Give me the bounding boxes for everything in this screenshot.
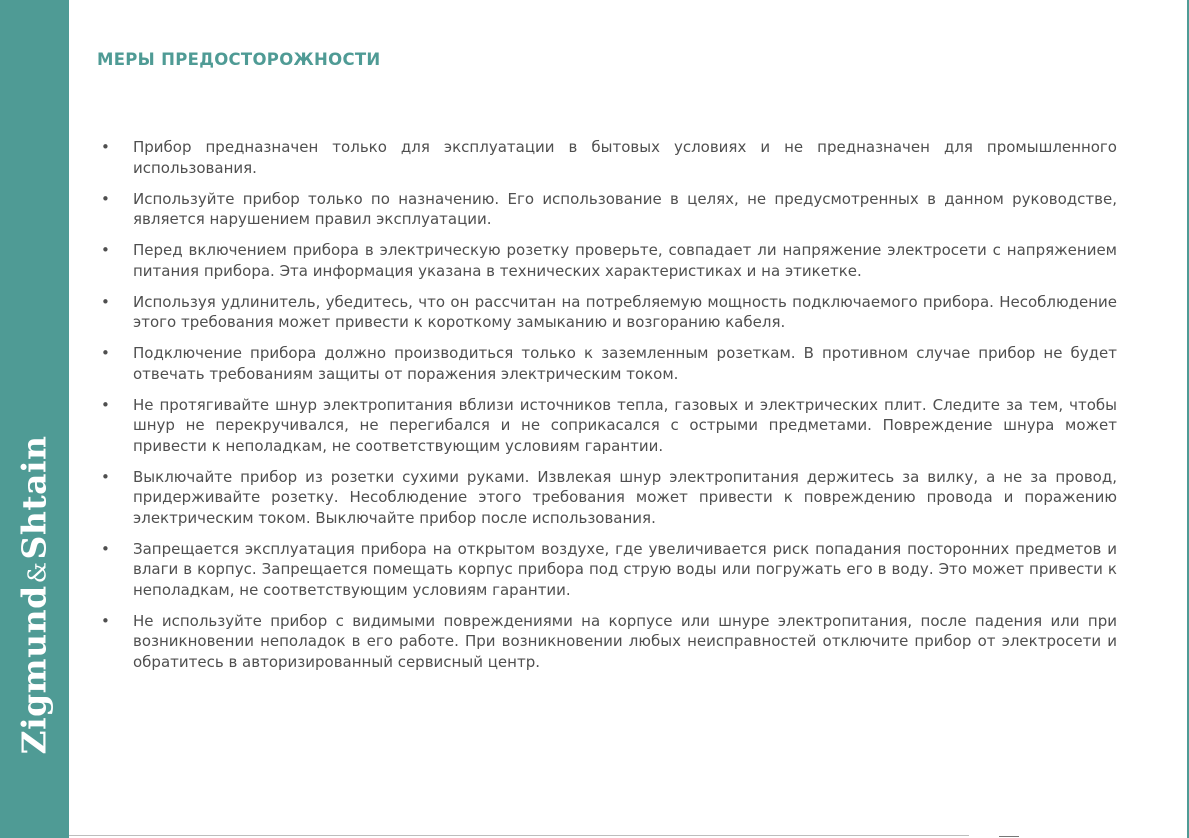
bullet-icon: • (101, 344, 110, 362)
brand-name-right: Shtain (14, 435, 54, 560)
page-title: МЕРЫ ПРЕДОСТОРОЖНОСТИ (97, 50, 381, 69)
bullet-icon: • (101, 467, 110, 486)
list-item (96, 292, 1117, 333)
bullet-icon: • (101, 189, 110, 208)
list-item-text: Используя удлинитель, убедитесь, что он рассчитан на потребляемую мощность подключаемого прибора. Несоблюдение этого требования может привести к короткому замыканию и возгоранию кабеля. (133, 292, 1117, 331)
bullet-icon: • (101, 395, 110, 414)
bullet-icon: • (101, 241, 110, 259)
bullet-icon: • (101, 539, 110, 558)
list-item-text: Не протягивайте шнур электропитания вблизи источников тепла, газовых и электрических плит. Следите за тем, чтобы шнур не перекручивался, не перегибался и не соприкасался с острыми предметами. Повреждение шнура может привести к неполадкам, не соответствующим условиям гарантии. (133, 395, 1117, 455)
list-item-text: Выключайте прибор из розетки сухими руками. Извлекая шнур электропитания держитесь за вилку, а не за провод, придерживайте розетку. Несоблюдение этого требования может привести к повреждению провода и поражению электрическим током. Выключайте прибор после использования. (133, 467, 1117, 527)
list-item (96, 539, 1117, 601)
list-item (96, 611, 1117, 673)
precautions-list (96, 137, 1117, 683)
brand-ampersand: & (23, 561, 52, 584)
brand-sidebar (0, 0, 69, 838)
bullet-icon: • (101, 292, 110, 311)
list-item-text: Используйте прибор только по назначению. Его использование в целях, не предусмотренных в данном руководстве, является нарушением правил эксплуатации. (133, 189, 1117, 228)
list-item (96, 137, 1117, 178)
bullet-icon: • (101, 138, 110, 156)
list-item-text: Подключение прибора должно производиться только к заземленным розеткам. В противном случае прибор не будет отвечать требованиям защиты от поражения электрическим током. (133, 344, 1117, 383)
list-item-text: Прибор предназначен только для эксплуатации в бытовых условиях и не предназначен для промышленного использования. (133, 138, 1117, 177)
list-item (96, 240, 1117, 281)
footer-divider (69, 835, 969, 836)
list-item (96, 343, 1117, 384)
list-item (96, 467, 1117, 529)
bullet-icon: • (101, 611, 110, 630)
brand-name-left: Zigmund (14, 585, 54, 755)
list-item (96, 189, 1117, 230)
list-item-text: Перед включением прибора в электрическую розетку проверьте, совпадает ли напряжение электросети с напряжением питания прибора. Эта информация указана в технических характеристиках и на этикетке. (133, 241, 1117, 280)
brand-logo (14, 435, 54, 755)
footer-mark (999, 836, 1019, 837)
list-item-text: Не используйте прибор с видимыми повреждениями на корпусе или шнуре электропитания, после падения или при возникновении неполадок в его работе. При возникновении любых неисправностей отключите прибор от электросети и обратитесь в авторизированный сервисный центр. (133, 611, 1117, 671)
list-item (96, 395, 1117, 457)
list-item-text: Запрещается эксплуатация прибора на открытом воздухе, где увеличивается риск попадания посторонних предметов и влаги в корпус. Запрещается помещать корпус прибора под струю воды или погружать его в воду. Это может привести к неполадкам, не соответствующим условиям гарантии. (133, 539, 1117, 599)
